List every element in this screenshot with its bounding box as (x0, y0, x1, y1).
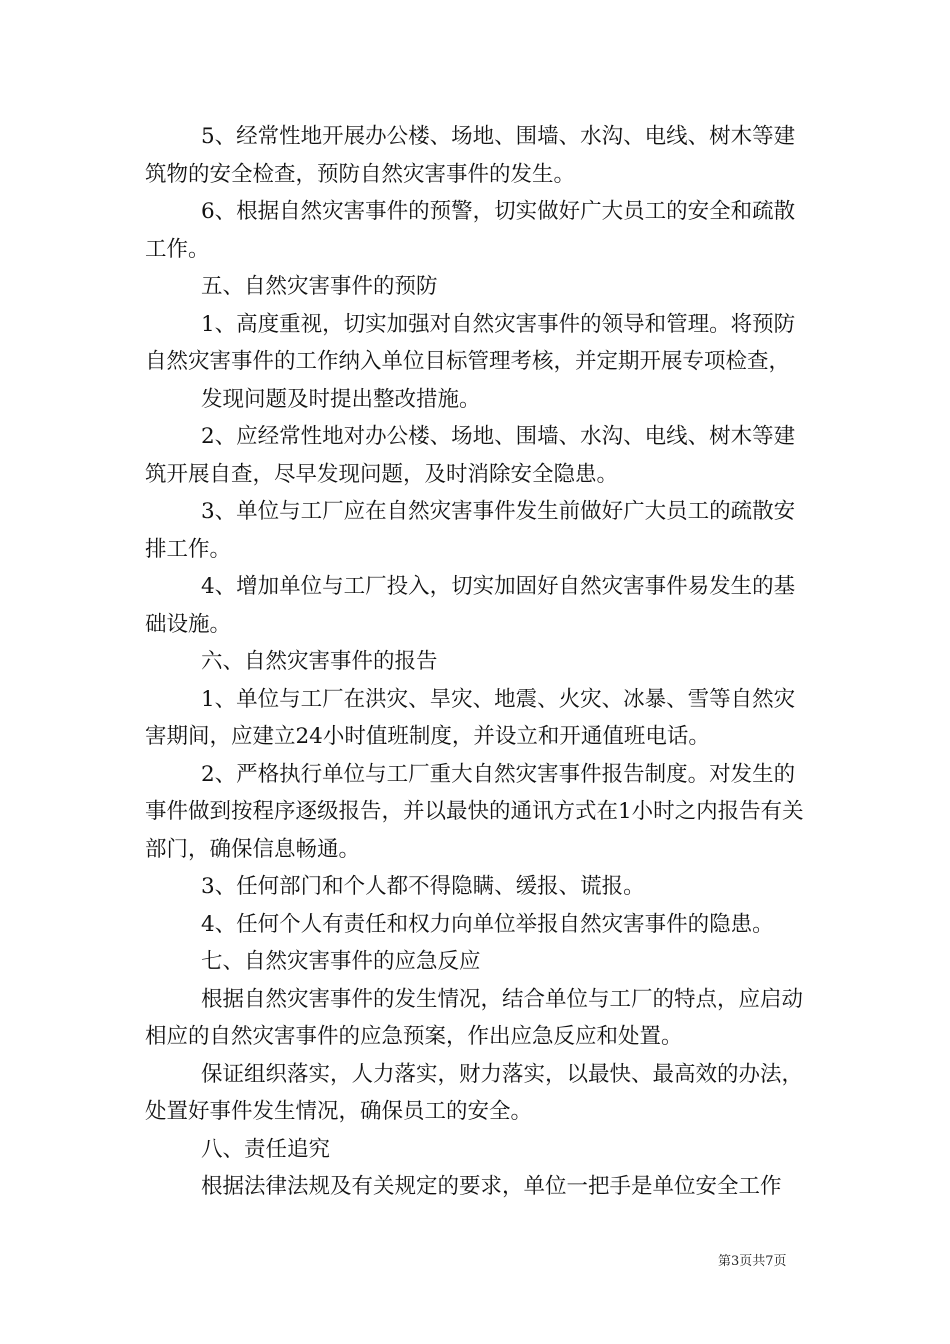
paragraph-prevention-3: 3、单位与工厂应在自然灾害事件发生前做好广大员工的疏散安排工作。 (145, 499, 796, 562)
paragraph-item-6: 6、根据自然灾害事件的预警，切实做好广大员工的安全和疏散工作。 (145, 199, 796, 262)
section-heading-7: 七、自然灾害事件的应急反应 (201, 949, 481, 974)
paragraph-report-1: 1、单位与工厂在洪灾、旱灾、地震、火灾、冰暴、雪等自然灾害期间，应建立24小时值班制度，并设立和开通值班电话。 (145, 686, 796, 749)
paragraph-report-2: 2、严格执行单位与工厂重大自然灾害事件报告制度。对发生的事件做到按程序逐级报告，并以最快的通讯方式在1小时之内报告有关部门，确保信息畅通。 (145, 761, 804, 862)
paragraph-prevention-1-continued: 发现问题及时提出整改措施。 (201, 386, 481, 412)
section-heading-5: 五、自然灾害事件的预防 (201, 274, 438, 299)
paragraph-prevention-2: 2、应经常性地对办公楼、场地、围墙、水沟、电线、树木等建筑开展自查，尽早发现问题，及时消除安全隐患。 (145, 424, 796, 487)
document-body (145, 118, 815, 1206)
paragraph-prevention-4: 4、增加单位与工厂投入，切实加固好自然灾害事件易发生的基础设施。 (145, 574, 796, 637)
section-heading-8: 八、责任追究 (201, 1136, 331, 1162)
paragraph-response-2: 保证组织落实，人力落实，财力落实，以最快、最高效的办法，处置好事件发生情况，确保员工的安全。 (145, 1061, 804, 1124)
section-heading-6: 六、自然灾害事件的报告 (201, 649, 438, 674)
paragraph-report-3: 3、任何部门和个人都不得隐瞒、缓报、谎报。 (201, 874, 645, 899)
page-number: 第3页共7页 (718, 1254, 787, 1269)
paragraph-response-1: 根据自然灾害事件的发生情况，结合单位与工厂的特点，应启动相应的自然灾害事件的应急预案，作出应急反应和处置。 (145, 986, 804, 1049)
paragraph-item-5: 5、经常性地开展办公楼、场地、围墙、水沟、电线、树木等建筑物的安全检查，预防自然灾害事件的发生。 (145, 124, 796, 187)
paragraph-report-4: 4、任何个人有责任和权力向单位举报自然灾害事件的隐患。 (201, 911, 774, 937)
paragraph-prevention-1: 1、高度重视，切实加强对自然灾害事件的领导和管理。将预防自然灾害事件的工作纳入单位目标管理考核，并定期开展专项检查， (145, 311, 796, 374)
paragraph-accountability-1: 根据法律法规及有关规定的要求，单位一把手是单位安全工作 (201, 1174, 782, 1199)
